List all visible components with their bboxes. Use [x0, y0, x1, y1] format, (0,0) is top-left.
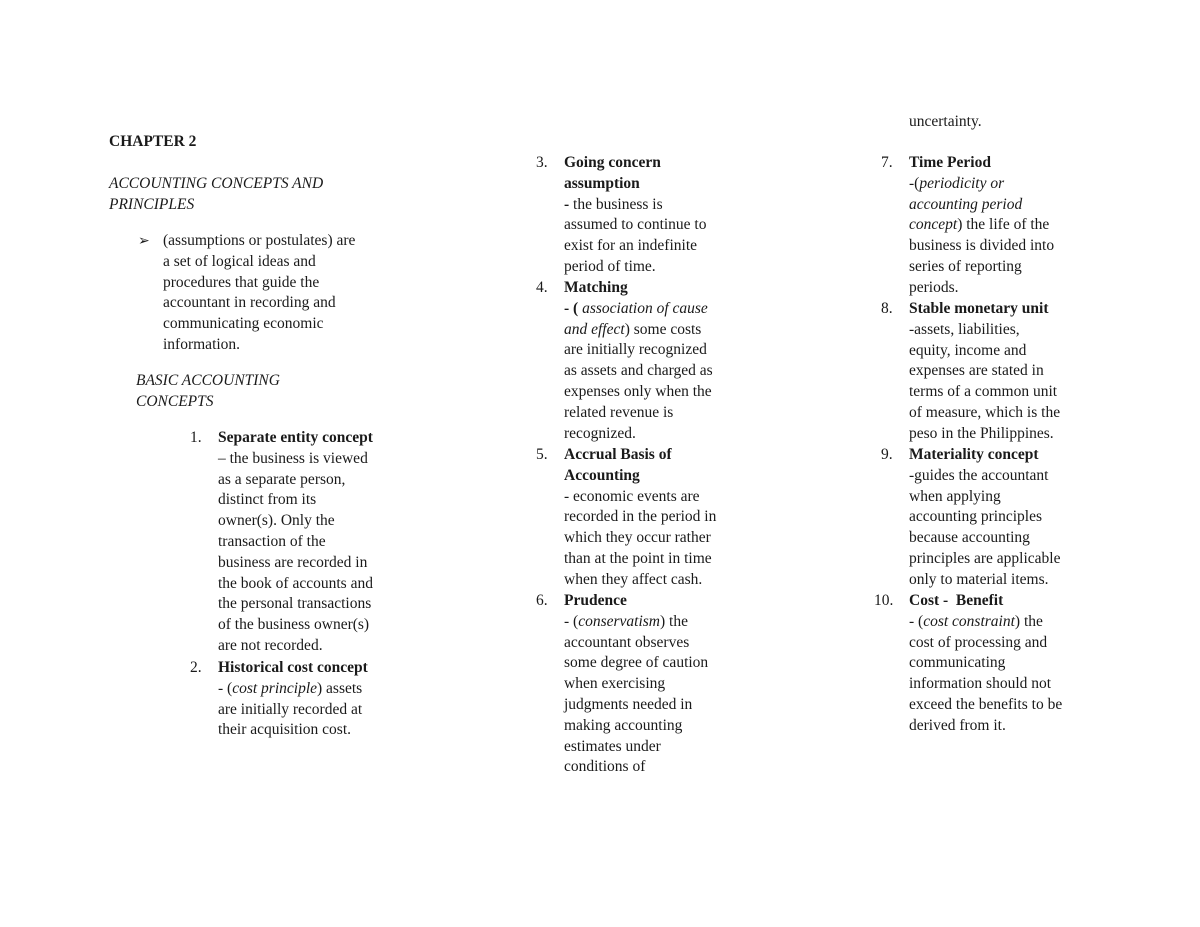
concept-line: terms of a common unit: [909, 383, 1058, 401]
text-suffix: ) the: [660, 612, 688, 630]
italic-term: cost constraint: [923, 612, 1015, 630]
chapter-title-line: ACCOUNTING CONCEPTS AND: [109, 175, 324, 192]
text-prefix: -(: [909, 174, 920, 192]
arrow-bullet-icon: ➢: [138, 234, 150, 249]
concept-line: - economic events are: [564, 487, 700, 505]
concept-line: cost of processing and: [909, 633, 1048, 651]
concept-definition-line: [564, 299, 713, 320]
concept-line: -guides the accountant: [909, 466, 1049, 484]
chapter-title-line: PRINCIPLES: [109, 195, 195, 213]
intro-line: communicating economic: [163, 315, 324, 333]
concept-line: are initially recognized: [564, 341, 707, 359]
concept-line: when applying: [909, 487, 1001, 505]
concept-line: information should not: [909, 675, 1052, 693]
concept-line: related revenue is: [564, 403, 674, 421]
concept-line: exist for an indefinite: [564, 237, 697, 255]
intro-line: procedures that guide the: [163, 273, 320, 291]
concept-line: the personal transactions: [218, 595, 372, 613]
concept-line: because accounting: [909, 529, 1030, 547]
text-prefix: - (: [564, 612, 579, 630]
intro-line: information.: [163, 335, 241, 353]
concept-line: derived from it.: [909, 716, 1006, 734]
carryover-text: uncertainty.: [909, 113, 982, 130]
concept-line: as a separate person,: [218, 470, 346, 488]
concept-line: owner(s). Only the: [218, 512, 335, 530]
concept-definition-line: [564, 195, 707, 216]
concept-title: Separate entity concept: [218, 429, 373, 446]
item-number: 4.: [536, 279, 548, 296]
text-prefix: - (: [564, 299, 583, 317]
concept-title: Accounting: [564, 466, 640, 484]
concept-line: assumed to continue to: [564, 216, 707, 234]
concept-line: of measure, which is the: [909, 403, 1061, 421]
concept-line: period of time.: [564, 257, 656, 275]
concept-title: Stable monetary unit: [909, 300, 1049, 317]
concept-line: than at the point in time: [564, 549, 712, 567]
concept-line: principles are applicable: [909, 549, 1061, 567]
concept-line: when exercising: [564, 675, 666, 693]
concept-item-2: [218, 658, 368, 741]
intro-line: a set of logical ideas and: [163, 252, 316, 270]
item-number: 5.: [536, 446, 548, 463]
concept-line: – the business is viewed: [218, 449, 368, 467]
concept-line: exceed the benefits to be: [909, 695, 1063, 713]
concept-definition-line: [909, 215, 1054, 236]
item-number: 6.: [536, 592, 548, 609]
concept-line: only to material items.: [909, 570, 1049, 588]
concept-title: Time Period: [909, 154, 991, 171]
text-suffix: ) assets: [317, 679, 363, 697]
concept-title: Going concern: [564, 154, 661, 171]
italic-term: periodicity or: [919, 174, 1005, 192]
text-prefix: - (: [218, 679, 233, 697]
concept-line: making accounting: [564, 716, 683, 734]
concept-title: assumption: [564, 174, 640, 192]
intro-line: accountant in recording and: [163, 294, 336, 312]
italic-term: accounting period: [909, 195, 1023, 213]
concept-item-8: [909, 299, 1060, 445]
concept-title: Historical cost concept: [218, 659, 368, 676]
chapter-heading: CHAPTER 2: [109, 133, 197, 150]
concept-line: estimates under: [564, 737, 661, 755]
item-number: 8.: [881, 300, 893, 317]
concept-line: expenses only when the: [564, 382, 712, 400]
concept-line: conditions of: [564, 758, 646, 776]
dash: -: [564, 195, 570, 213]
concept-title: Matching: [564, 279, 628, 296]
text-suffix: ) some costs: [624, 320, 702, 338]
concept-line: judgments needed in: [564, 695, 693, 713]
concept-definition-line: [909, 612, 1062, 633]
text-rest: the business is: [569, 195, 663, 213]
text-suffix: ) the life of the: [957, 216, 1050, 234]
concept-item-9: [909, 445, 1060, 591]
concept-line: are not recorded.: [218, 636, 323, 654]
concept-line: which they occur rather: [564, 529, 711, 547]
concept-item-10: [909, 591, 1062, 737]
concept-definition-line: [218, 679, 368, 700]
item-number: 7.: [881, 154, 893, 171]
italic-term: association of cause: [582, 299, 708, 317]
concept-line: accountant observes: [564, 633, 690, 651]
intro-paragraph: [163, 231, 355, 356]
subheading-line: CONCEPTS: [136, 392, 214, 410]
section-subheading: [136, 371, 280, 413]
subheading-line: BASIC ACCOUNTING: [136, 372, 280, 389]
concept-line: recognized.: [564, 424, 636, 442]
intro-line: (assumptions or postulates) are: [163, 232, 356, 249]
concept-line: equity, income and: [909, 341, 1027, 359]
concept-line: distinct from its: [218, 491, 317, 509]
item-number: 2.: [190, 659, 202, 676]
concept-line: recorded in the period in: [564, 508, 717, 526]
text-prefix: - (: [909, 612, 924, 630]
concept-definition-line: [564, 320, 713, 341]
concept-item-3: [564, 153, 707, 278]
italic-term: conservatism: [578, 612, 660, 630]
concept-line: communicating: [909, 654, 1006, 672]
text-suffix: ) the: [1014, 612, 1043, 630]
concept-line: transaction of the: [218, 532, 326, 550]
concept-line: as assets and charged as: [564, 362, 713, 380]
concept-line: peso in the Philippines.: [909, 424, 1054, 442]
concept-title: Prudence: [564, 592, 627, 609]
concept-line: their acquisition cost.: [218, 721, 352, 739]
concept-definition-line: [909, 174, 1054, 195]
concept-definition-line: [564, 612, 708, 633]
concept-line: the book of accounts and: [218, 574, 373, 592]
concept-item-6: [564, 591, 708, 778]
concept-line: series of reporting: [909, 257, 1022, 275]
item-number: 10.: [874, 592, 894, 609]
concept-line: -assets, liabilities,: [909, 320, 1020, 338]
concept-item-1: [218, 428, 373, 657]
concept-title: Accrual Basis of: [564, 446, 672, 463]
concept-line: business are recorded in: [218, 553, 368, 571]
italic-term: and effect: [564, 320, 625, 338]
concept-line: of the business owner(s): [218, 616, 370, 634]
concept-title: Materiality concept: [909, 446, 1039, 463]
chapter-title: [109, 174, 323, 216]
item-number: 3.: [536, 154, 548, 171]
concept-line: when they affect cash.: [564, 570, 703, 588]
concept-item-7: [909, 153, 1054, 299]
concept-line: expenses are stated in: [909, 362, 1044, 380]
concept-line: accounting principles: [909, 508, 1042, 526]
concept-line: are initially recorded at: [218, 700, 363, 718]
italic-term: concept: [909, 216, 958, 234]
concept-item-4: [564, 278, 713, 444]
concept-line: periods.: [909, 278, 959, 296]
italic-term: cost principle: [232, 679, 318, 697]
concept-title: Cost - Benefit: [909, 592, 1004, 609]
concept-line: business is divided into: [909, 237, 1055, 255]
item-number: 9.: [881, 446, 893, 463]
concept-line: some degree of caution: [564, 654, 709, 672]
concept-item-5: [564, 445, 716, 591]
item-number: 1.: [190, 429, 202, 446]
